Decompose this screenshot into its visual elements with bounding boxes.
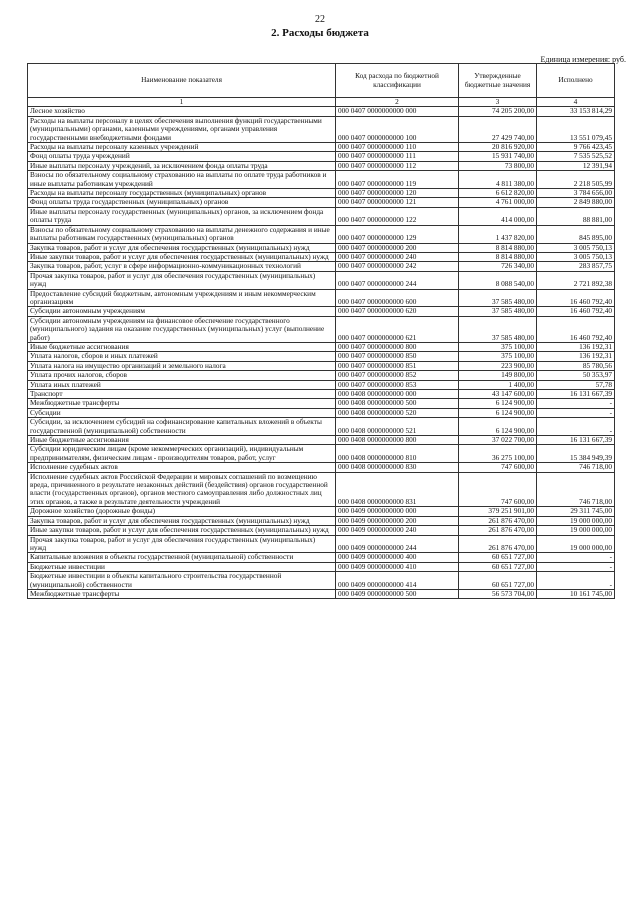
table-row — [28, 107, 615, 116]
row-approved: 1 400,00 — [459, 380, 537, 389]
table-row — [28, 380, 615, 389]
row-approved: 375 100,00 — [459, 342, 537, 351]
row-code: 000 0407 0000000000 850 — [336, 352, 459, 361]
row-approved: 20 816 920,00 — [459, 143, 537, 152]
row-executed: 9 766 423,45 — [537, 143, 615, 152]
row-executed: 7 535 525,52 — [537, 152, 615, 161]
row-approved: 4 761 000,00 — [459, 198, 537, 207]
table-row — [28, 152, 615, 161]
row-code: 000 0408 0000000000 810 — [336, 445, 459, 463]
row-executed: 845 895,00 — [537, 225, 615, 243]
row-executed: - — [537, 553, 615, 562]
table-row — [28, 271, 615, 289]
column-number: 1 — [28, 98, 336, 107]
row-approved: 37 585 480,00 — [459, 316, 537, 342]
row-code: 000 0409 0000000000 244 — [336, 535, 459, 553]
row-executed: 2 218 505,99 — [537, 171, 615, 189]
row-name: Расходы на выплаты персоналу в целях обеспечения выполнения функций государственными (муниципальными) органами, казенными учреждениями, органами управления государственными внебюджетными фондами — [28, 116, 336, 142]
row-approved: 379 251 901,00 — [459, 507, 537, 516]
row-name: Межбюджетные трансферты — [28, 589, 336, 598]
row-name: Дорожное хозяйство (дорожные фонды) — [28, 507, 336, 516]
row-name: Капитальные вложения в объекты государственной (муниципальной) собственности — [28, 553, 336, 562]
row-code: 000 0407 0000000000 200 — [336, 243, 459, 252]
row-code: 000 0407 0000000000 244 — [336, 271, 459, 289]
row-executed: 85 780,56 — [537, 361, 615, 370]
row-approved: 36 275 100,00 — [459, 445, 537, 463]
table-row — [28, 342, 615, 351]
row-name: Субсидии — [28, 408, 336, 417]
row-approved: 37 022 700,00 — [459, 436, 537, 445]
row-executed: 57,78 — [537, 380, 615, 389]
table-row — [28, 198, 615, 207]
table-row — [28, 418, 615, 436]
row-approved: 726 340,00 — [459, 262, 537, 271]
table-body — [28, 107, 615, 599]
row-executed: 136 192,31 — [537, 342, 615, 351]
table-row — [28, 572, 615, 590]
table-row — [28, 189, 615, 198]
row-executed: 16 131 667,39 — [537, 390, 615, 399]
row-approved: 37 585 480,00 — [459, 307, 537, 316]
header-code: Код расхода по бюджетной классификации — [336, 64, 459, 98]
row-executed: - — [537, 572, 615, 590]
table-row — [28, 225, 615, 243]
table-row — [28, 207, 615, 225]
table-row — [28, 243, 615, 252]
table-row — [28, 408, 615, 417]
row-name: Взносы по обязательному социальному страхованию на выплаты по оплате труда работников и иные выплаты работникам учреждений — [28, 171, 336, 189]
row-executed: 19 000 000,00 — [537, 526, 615, 535]
table-row — [28, 289, 615, 307]
row-executed: - — [537, 418, 615, 436]
row-executed: 2 721 892,38 — [537, 271, 615, 289]
row-code: 000 0408 0000000000 800 — [336, 436, 459, 445]
table-row — [28, 143, 615, 152]
row-executed: 283 857,75 — [537, 262, 615, 271]
row-code: 000 0409 0000000000 410 — [336, 562, 459, 571]
row-executed: 16 460 792,40 — [537, 307, 615, 316]
row-code: 000 0407 0000000000 112 — [336, 161, 459, 170]
table-row — [28, 371, 615, 380]
row-name: Закупка товаров, работ, услуг в сфере информационно-коммуникационных технологий — [28, 262, 336, 271]
row-name: Иные выплаты персоналу учреждений, за исключением фонда оплаты труда — [28, 161, 336, 170]
row-approved: 15 931 740,00 — [459, 152, 537, 161]
row-name: Исполнение судебных актов — [28, 463, 336, 472]
row-code: 000 0409 0000000000 414 — [336, 572, 459, 590]
table-row — [28, 399, 615, 408]
row-executed: 15 384 949,39 — [537, 445, 615, 463]
row-code: 000 0407 0000000000 110 — [336, 143, 459, 152]
unit-label: Единица измерения: руб. — [540, 55, 626, 64]
row-approved: 27 429 740,00 — [459, 116, 537, 142]
row-code: 000 0409 0000000000 200 — [336, 516, 459, 525]
row-approved: 6 124 900,00 — [459, 418, 537, 436]
row-executed: 13 551 079,45 — [537, 116, 615, 142]
page-number: 22 — [315, 14, 325, 25]
row-approved: 261 876 470,00 — [459, 526, 537, 535]
row-code: 000 0408 0000000000 500 — [336, 399, 459, 408]
table-row — [28, 472, 615, 507]
table-row — [28, 463, 615, 472]
row-name: Закупка товаров, работ и услуг для обеспечения государственных (муниципальных) нужд — [28, 516, 336, 525]
table-row — [28, 252, 615, 261]
row-approved: 6 612 820,00 — [459, 189, 537, 198]
row-approved: 747 600,00 — [459, 463, 537, 472]
table-row — [28, 116, 615, 142]
table-row — [28, 526, 615, 535]
row-executed: 33 153 814,29 — [537, 107, 615, 116]
table-row — [28, 361, 615, 370]
table-row — [28, 161, 615, 170]
table-row — [28, 562, 615, 571]
row-code: 000 0407 0000000000 242 — [336, 262, 459, 271]
row-name: Уплата налога на имущество организаций и земельного налога — [28, 361, 336, 370]
row-code: 000 0407 0000000000 122 — [336, 207, 459, 225]
row-executed: 19 000 000,00 — [537, 516, 615, 525]
row-code: 000 0408 0000000000 000 — [336, 390, 459, 399]
row-approved: 261 876 470,00 — [459, 535, 537, 553]
column-number: 3 — [459, 98, 537, 107]
row-name: Бюджетные инвестиции — [28, 562, 336, 571]
row-name: Фонд оплаты труда государственных (муниципальных) органов — [28, 198, 336, 207]
row-code: 000 0407 0000000000 240 — [336, 252, 459, 261]
table-row — [28, 589, 615, 598]
row-code: 000 0407 0000000000 851 — [336, 361, 459, 370]
page-title: 2. Расходы бюджета — [271, 27, 369, 39]
row-executed: 746 718,00 — [537, 472, 615, 507]
table-row — [28, 316, 615, 342]
row-approved: 747 600,00 — [459, 472, 537, 507]
row-code: 000 0407 0000000000 620 — [336, 307, 459, 316]
header-approved: Утвержденные бюджетные значения — [459, 64, 537, 98]
table-row — [28, 307, 615, 316]
row-executed: 88 881,00 — [537, 207, 615, 225]
row-code: 000 0407 0000000000 852 — [336, 371, 459, 380]
row-approved: 6 124 900,00 — [459, 399, 537, 408]
row-code: 000 0407 0000000000 119 — [336, 171, 459, 189]
row-name: Уплата иных платежей — [28, 380, 336, 389]
row-name: Субсидии, за исключением субсидий на софинансирование капитальных вложений в объекты государственной (муниципальной) собственности — [28, 418, 336, 436]
row-executed: 16 460 792,40 — [537, 289, 615, 307]
row-executed: 746 718,00 — [537, 463, 615, 472]
row-approved: 375 100,00 — [459, 352, 537, 361]
row-name: Расходы на выплаты персоналу государственных (муниципальных) органов — [28, 189, 336, 198]
row-name: Исполнение судебных актов Российской Федерации и мировых соглашений по возмещению вреда, причиненного в результате незаконных действий (бездействия) органов государственной власти (государственных органов), органов местного самоуправления либо должностных лиц этих органов, а также в результате деятельности учреждений — [28, 472, 336, 507]
row-executed: 136 192,31 — [537, 352, 615, 361]
table-row — [28, 535, 615, 553]
table-row — [28, 507, 615, 516]
row-name: Транспорт — [28, 390, 336, 399]
row-name: Иные бюджетные ассигнования — [28, 436, 336, 445]
row-code: 000 0408 0000000000 521 — [336, 418, 459, 436]
row-code: 000 0407 0000000000 100 — [336, 116, 459, 142]
row-approved: 74 205 200,00 — [459, 107, 537, 116]
row-code: 000 0408 0000000000 830 — [336, 463, 459, 472]
row-approved: 4 811 380,00 — [459, 171, 537, 189]
row-name: Иные закупки товаров, работ и услуг для обеспечения государственных (муниципальных) нужд — [28, 252, 336, 261]
row-name: Прочая закупка товаров, работ и услуг для обеспечения государственных (муниципальных) нужд — [28, 535, 336, 553]
row-name: Субсидии автономным учреждениям — [28, 307, 336, 316]
row-executed: - — [537, 399, 615, 408]
table-row — [28, 516, 615, 525]
row-approved: 8 814 880,00 — [459, 243, 537, 252]
row-code: 000 0407 0000000000 600 — [336, 289, 459, 307]
row-executed: 2 849 880,00 — [537, 198, 615, 207]
row-executed: 3 005 750,13 — [537, 252, 615, 261]
row-code: 000 0407 0000000000 129 — [336, 225, 459, 243]
table-row — [28, 171, 615, 189]
row-name: Уплата прочих налогов, сборов — [28, 371, 336, 380]
row-approved: 414 000,00 — [459, 207, 537, 225]
row-approved: 1 437 820,00 — [459, 225, 537, 243]
row-executed: 10 161 745,00 — [537, 589, 615, 598]
row-name: Субсидии юридическим лицам (кроме некоммерческих организаций), индивидуальным предпринимателям, физическим лицам - производителям товаров, работ, услуг — [28, 445, 336, 463]
row-code: 000 0408 0000000000 520 — [336, 408, 459, 417]
row-executed: 19 000 000,00 — [537, 535, 615, 553]
row-approved: 60 651 727,00 — [459, 553, 537, 562]
row-code: 000 0409 0000000000 500 — [336, 589, 459, 598]
row-name: Предоставление субсидий бюджетным, автономным учреждениям и иным некоммерческим организациям — [28, 289, 336, 307]
expenses-table — [27, 63, 615, 599]
column-number-row — [28, 98, 615, 107]
row-name: Уплата налогов, сборов и иных платежей — [28, 352, 336, 361]
row-approved: 149 800,00 — [459, 371, 537, 380]
row-name: Иные бюджетные ассигнования — [28, 342, 336, 351]
row-code: 000 0409 0000000000 000 — [336, 507, 459, 516]
row-name: Взносы по обязательному социальному страхованию на выплаты денежного содержания и иные выплаты работникам государственных (муниципальных) органов — [28, 225, 336, 243]
row-code: 000 0407 0000000000 800 — [336, 342, 459, 351]
row-code: 000 0407 0000000000 120 — [336, 189, 459, 198]
row-name: Прочая закупка товаров, работ и услуг для обеспечения государственных (муниципальных) нужд — [28, 271, 336, 289]
row-name: Закупка товаров, работ и услуг для обеспечения государственных (муниципальных) нужд — [28, 243, 336, 252]
header-executed: Исполнено — [537, 64, 615, 98]
header-name: Наименование показателя — [28, 64, 336, 98]
row-executed: 3 005 750,13 — [537, 243, 615, 252]
row-name: Иные закупки товаров, работ и услуг для обеспечения государственных (муниципальных) нужд — [28, 526, 336, 535]
row-executed: - — [537, 408, 615, 417]
row-code: 000 0407 0000000000 111 — [336, 152, 459, 161]
table-row — [28, 390, 615, 399]
row-code: 000 0409 0000000000 400 — [336, 553, 459, 562]
row-executed: 12 391,94 — [537, 161, 615, 170]
row-approved: 37 585 480,00 — [459, 289, 537, 307]
row-approved: 56 573 704,00 — [459, 589, 537, 598]
header-row — [28, 64, 615, 98]
row-executed: 50 353,97 — [537, 371, 615, 380]
row-approved: 6 124 900,00 — [459, 408, 537, 417]
row-name: Иные выплаты персоналу государственных (муниципальных) органов, за исключением фонда оплаты труда — [28, 207, 336, 225]
table-row — [28, 262, 615, 271]
row-code: 000 0407 0000000000 853 — [336, 380, 459, 389]
row-approved: 73 800,00 — [459, 161, 537, 170]
row-code: 000 0407 0000000000 621 — [336, 316, 459, 342]
row-approved: 60 651 727,00 — [459, 562, 537, 571]
row-executed: 16 460 792,40 — [537, 316, 615, 342]
row-name: Фонд оплаты труда учреждений — [28, 152, 336, 161]
row-name: Лесное хозяйство — [28, 107, 336, 116]
row-name: Бюджетные инвестиции в объекты капитального строительства государственной (муниципальной) собственности — [28, 572, 336, 590]
row-code: 000 0408 0000000000 831 — [336, 472, 459, 507]
row-code: 000 0407 0000000000 000 — [336, 107, 459, 116]
row-name: Межбюджетные трансферты — [28, 399, 336, 408]
row-code: 000 0409 0000000000 240 — [336, 526, 459, 535]
row-code: 000 0407 0000000000 121 — [336, 198, 459, 207]
column-number: 4 — [537, 98, 615, 107]
column-number: 2 — [336, 98, 459, 107]
row-approved: 43 147 600,00 — [459, 390, 537, 399]
row-approved: 8 088 540,00 — [459, 271, 537, 289]
row-name: Субсидии автономным учреждениям на финансовое обеспечение государственного (муниципального) задания на оказание государственных (муниципальных) услуг (выполнение работ) — [28, 316, 336, 342]
row-name: Расходы на выплаты персоналу казенных учреждений — [28, 143, 336, 152]
row-executed: 3 784 656,00 — [537, 189, 615, 198]
table-row — [28, 445, 615, 463]
row-approved: 261 876 470,00 — [459, 516, 537, 525]
table-row — [28, 436, 615, 445]
table-row — [28, 352, 615, 361]
row-approved: 223 900,00 — [459, 361, 537, 370]
row-approved: 8 814 880,00 — [459, 252, 537, 261]
row-approved: 60 651 727,00 — [459, 572, 537, 590]
row-executed: 16 131 667,39 — [537, 436, 615, 445]
row-executed: 29 311 745,00 — [537, 507, 615, 516]
table-row — [28, 553, 615, 562]
row-executed: - — [537, 562, 615, 571]
